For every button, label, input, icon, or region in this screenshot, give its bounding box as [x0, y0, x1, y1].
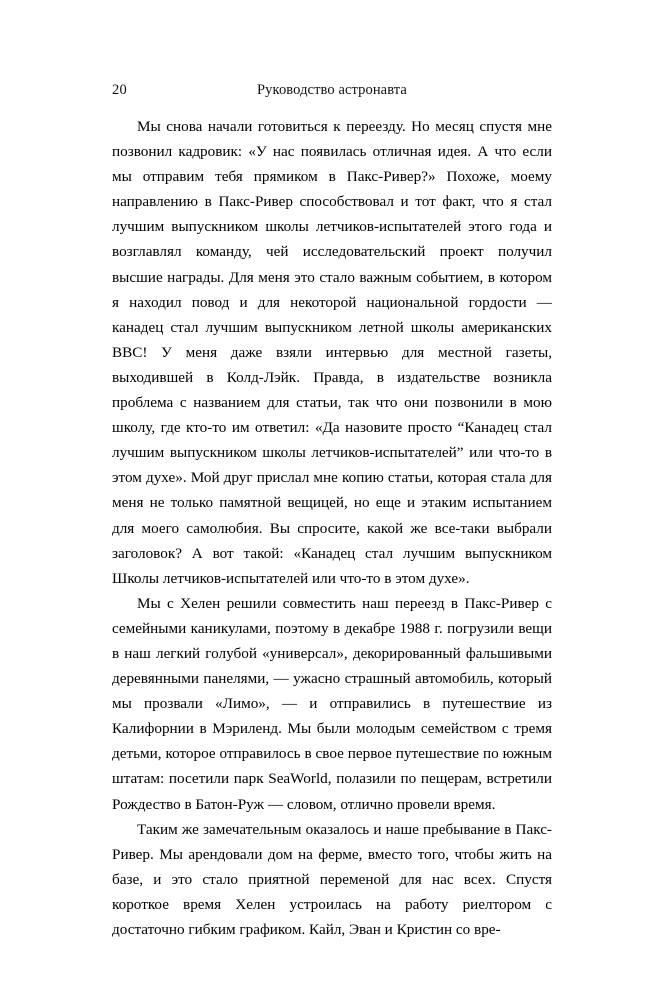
paragraph: Мы снова начали готовиться к переезду. Но месяц спустя мне позвонил кадровик: «У нас появилась отличная идея. А что если мы отправим тебя прямиком в Пакс-Ривер?» Похоже, моему направлению в Пакс-Ривер способствовал и тот факт, что я стал лучшим выпускником школы летчиков-испытателей этого года и возглавлял команду, чей исследовательский проект получил высшие награды. Для меня это стало важным событием, в котором я находил повод и для некоторой национальной гордости — канадец стал лучшим выпускником летной школы американских ВВС! У меня даже взяли интервью для местной газеты, выходившей в Колд-Лэйк. Правда, в издательстве возникла проблема с названием для статьи, так что они позвонили в мою школу, где кто-то им ответил: «Да назовите просто “Канадец стал лучшим выпускником школы летчиков-испытателей” или что-то в этом духе». Мой друг прислал мне копию статьи, которая стала для меня не только памятной вещицей, но еще и этаким испытанием для моего самолюбия. Вы спросите, какой же все-таки выбрали заголовок? А вот такой: «Канадец стал лучшим выпускником Школы летчиков-испытателей или что-то в этом духе».	[112, 118, 552, 587]
page-number: 20	[112, 82, 127, 98]
running-head-title: Руководство астронавта	[257, 82, 407, 98]
paragraph: Таким же замечательным оказалось и наше пребывание в Пакс-Ривер. Мы арендовали дом на ферме, вместо того, чтобы жить на базе, и это стало приятной переменой для нас всех. Спустя короткое время Хелен устроилась на работу риелтором с достаточно гибким графиком. Кайл, Эван и Кристин со вре-	[112, 820, 552, 938]
body-text	[112, 114, 552, 942]
running-head	[112, 82, 552, 100]
paragraph: Мы с Хелен решили совместить наш переезд в Пакс-Ривер с семейными каникулами, поэтому в декабре 1988 г. погрузили вещи в наш легкий голубой «универсал», декорированный фальшивыми деревянными панелями, — ужасно страшный автомобиль, который мы прозвали «Лимо», — и отправились в путешествие из Калифорнии в Мэриленд. Мы были молодым семейством с тремя детьми, которое отправилось в свое первое путешествие по южным штатам: посетили парк SeaWorld, полазили по пещерам, встретили Рождество в Батон-Руж — словом, отлично провели время.	[112, 594, 552, 813]
